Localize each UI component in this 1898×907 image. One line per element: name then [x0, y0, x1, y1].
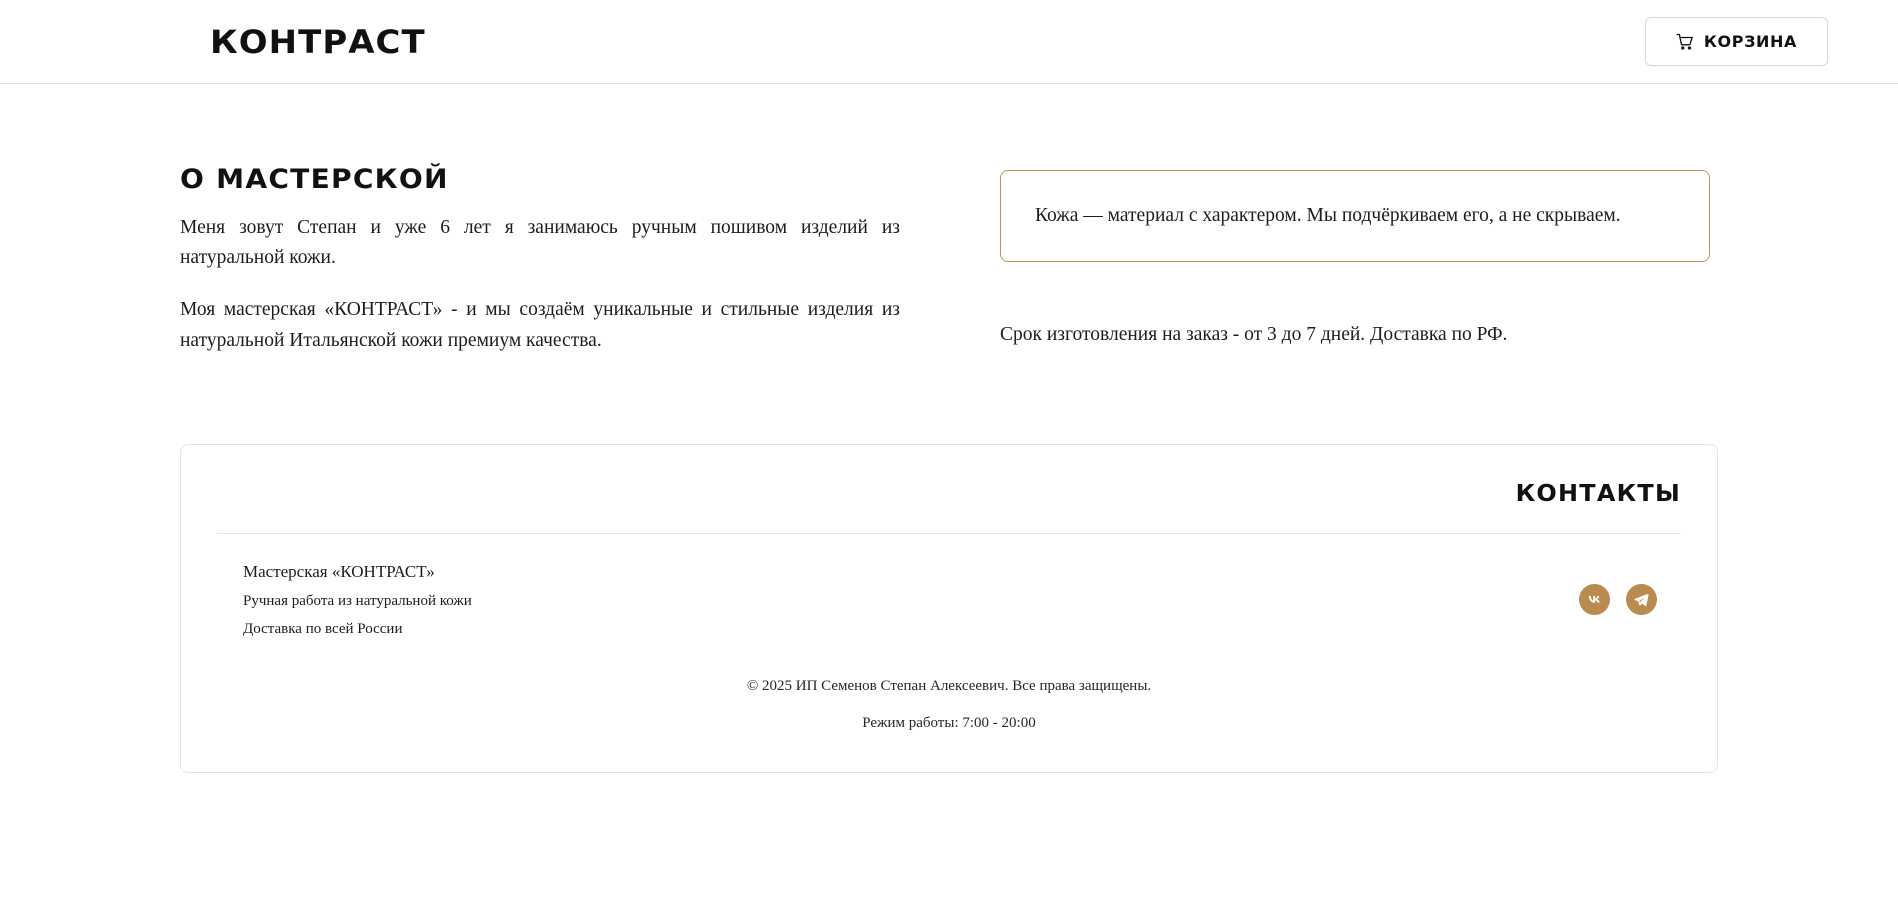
footer-row — [217, 562, 1681, 638]
working-hours: Режим работы: 7:00 - 20:00 — [862, 714, 1036, 731]
footer-title: КОНТАКТЫ — [1515, 480, 1681, 507]
shopping-cart-icon — [1676, 33, 1694, 51]
cart-button-label: КОРЗИНА — [1703, 32, 1797, 51]
delivery-note: Срок изготовления на заказ - от 3 до 7 дней. Доставка по РФ. — [1000, 324, 1508, 346]
social-links — [1579, 584, 1657, 615]
workshop-description: Ручная работа из натуральной кожи — [243, 592, 472, 609]
about-paragraph-1: Меня зовут Степан и уже 6 лет я занимаюсь ручным пошивом изделий из натуральной кожи. — [180, 217, 900, 269]
vk-icon — [1586, 591, 1603, 608]
footer-divider — [217, 533, 1681, 534]
telegram-link[interactable] — [1626, 584, 1657, 615]
footer-wrapper — [0, 356, 1898, 773]
page-title: О МАСТЕРСКОЙ — [180, 164, 449, 195]
contacts-footer — [180, 444, 1718, 773]
brand-logo[interactable]: КОНТРАСТ — [210, 22, 426, 61]
cart-button[interactable] — [1645, 17, 1828, 66]
info-section — [1000, 164, 1710, 356]
site-header — [0, 0, 1898, 84]
workshop-name: Мастерская «КОНТРАСТ» — [243, 561, 435, 581]
delivery-coverage: Доставка по всей России — [243, 620, 403, 637]
telegram-icon — [1633, 591, 1650, 608]
about-section — [180, 164, 900, 356]
about-paragraph-2: Моя мастерская «КОНТРАСТ» - и мы создаём уникальные и стильные изделия из натуральной Итальянской кожи премиум качества. — [180, 299, 900, 351]
vk-link[interactable] — [1579, 584, 1610, 615]
copyright-text: © 2025 ИП Семенов Степан Алексеевич. Все права защищены. — [746, 677, 1152, 694]
footer-info-block — [243, 562, 472, 638]
main-content — [0, 84, 1898, 356]
highlight-callout — [1000, 170, 1710, 262]
highlight-text: Кожа — материал с характером. Мы подчёркиваем его, а не скрываем. — [1035, 205, 1621, 226]
